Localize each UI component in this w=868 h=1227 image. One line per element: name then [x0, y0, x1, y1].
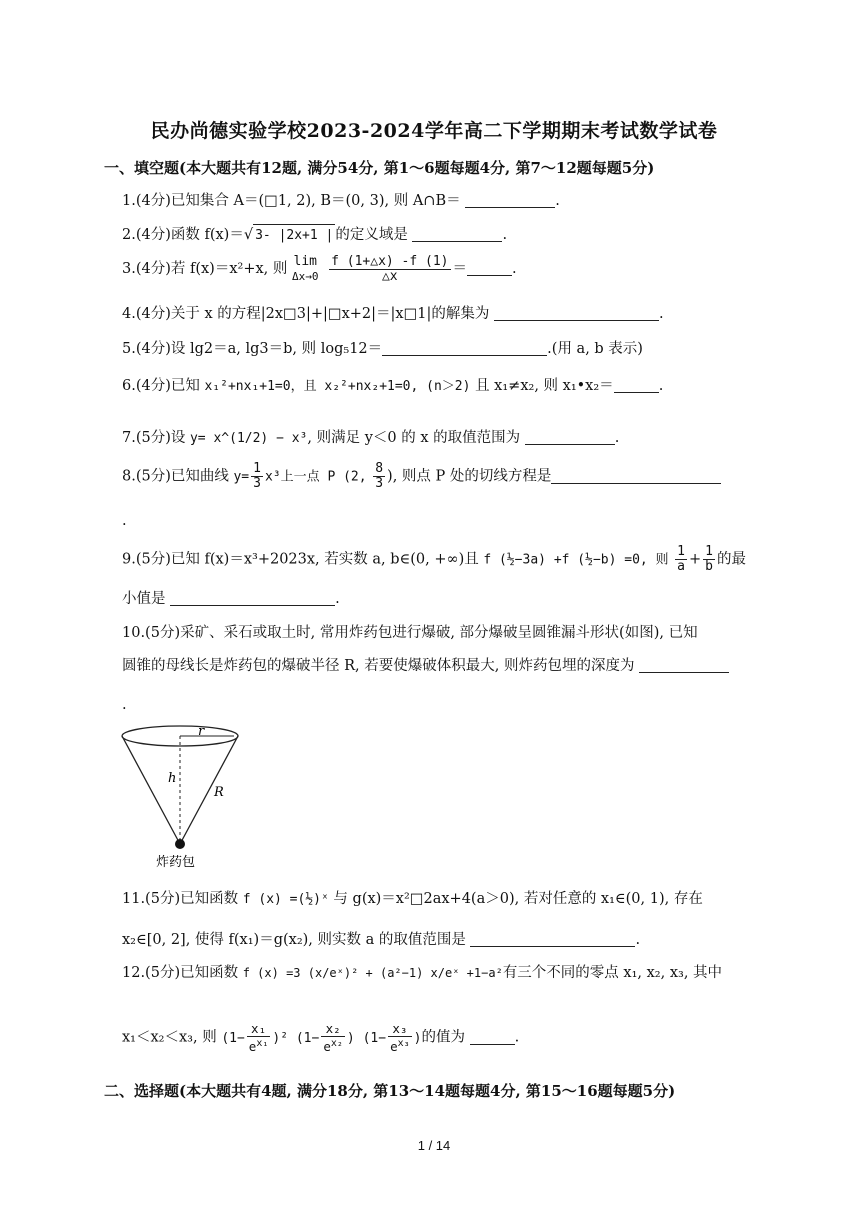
q7-expression: y= x^(1/2) − x³ [189, 431, 308, 446]
q1-text: A＝(□1, 2), B＝(0, 3), 则 A∩B＝ [233, 193, 461, 209]
q6-equations: x₁²+nx₁+1=0，且 x₂²+nx₂+1=0, (n＞2) [204, 379, 471, 394]
question-10-line2: 圆锥的母线长是炸药包的爆破半径 R, 若要使爆破体积最大, 则炸药包埋的深度为 [122, 655, 768, 677]
question-9-line2: 小值是 . [122, 591, 340, 607]
answer-blank[interactable] [382, 339, 547, 356]
answer-blank[interactable] [412, 225, 502, 242]
page-number: 1 / 14 [417, 1138, 451, 1153]
q8-end: . [122, 513, 127, 529]
question-10: 10.(5分)采矿、采石或取土时, 常用炸药包进行爆破, 部分爆破呈圆锥漏斗形状(如图), 已知 [122, 625, 698, 641]
q1-prefix: 1.(4分)已知集合 [122, 193, 229, 209]
answer-blank[interactable] [639, 656, 729, 673]
question-6: 6.(4分)已知 x₁²+nx₁+1=0，且 x₂²+nx₂+1=0, (n＞2) 且 x₁≠x₂, 则 x₁•x₂＝ . [122, 378, 664, 394]
label-r: r [198, 724, 205, 739]
cone-diagram [118, 722, 258, 872]
question-11-line2: x₂∈[0, 2], 使得 f(x₁)＝g(x₂), 则实数 a 的取值范围是 . [122, 932, 641, 948]
question-5: 5.(4分)设 lg2＝a, lg3＝b, 则 log₅12＝ .(用 a, b 表示) [122, 341, 643, 357]
label-h: h [168, 771, 177, 786]
q9-condition: f (½−3a) +f (½−b) =0, 则 [483, 552, 669, 568]
answer-blank[interactable] [614, 376, 659, 393]
label-R: R [214, 785, 224, 800]
question-8: 8.(5分)已知曲线 y= $\frac{1}{3}$ x³上一点 P (2, $\frac{8}{3}$ ), 则点 P 处的切线方程是 [122, 462, 768, 491]
fraction-one-third: $\frac{1}{3}$ [253, 461, 261, 491]
fraction-1-over-a: $\frac{1}{a}$ [677, 544, 685, 574]
q11-function: f (x) =(½)ˣ [242, 892, 329, 907]
q10-end: . [122, 697, 127, 713]
sqrt-expression: 3- |2x+1 | [253, 224, 335, 247]
answer-blank[interactable] [470, 930, 635, 947]
question-12: 12.(5分)已知函数 f (x) =3 (x/eˣ)² + (a²−1) x/eˣ +1−a²有三个不同的零点 x₁, x₂, x₃, 其中 [122, 965, 723, 981]
answer-blank[interactable] [170, 589, 335, 606]
section-heading-multiple-choice: 二、选择题(本大题共有4题, 满分18分, 第13～14题每题4分, 第15～16题每题5分) [104, 1082, 676, 1100]
difference-quotient: $\frac{f (1+\triangle x) -f (1)}{\triangle x}$ [331, 253, 449, 284]
fraction-1-over-b: $\frac{1}{b}$ [705, 544, 713, 574]
question-2: 2.(4分)函数 f(x)＝√ 3- |2x+1 | 的定义域是 . [122, 224, 768, 247]
question-11: 11.(5分)已知函数 f (x) =(½)ˣ 与 g(x)＝x²□2ax+4(a＞0), 若对任意的 x₁∈(0, 1), 存在 [122, 891, 703, 907]
answer-blank[interactable] [467, 259, 512, 276]
figure-caption: 炸药包 [156, 855, 196, 870]
answer-blank[interactable] [494, 304, 659, 321]
question-3: 3.(4分)若 f(x)＝x²+x, 则 lim Δx→0 $\frac{f (1+\triangle x) -f (1)}{\triangle x}$ ＝ . [122, 253, 517, 284]
question-7: 7.(5分)设 y= x^(1/2) − x³, 则满足 y＜0 的 x 的取值范围为 . [122, 430, 620, 446]
answer-blank[interactable] [470, 1028, 515, 1045]
q12-function: f (x) =3 (x/eˣ)² + (a²−1) x/eˣ +1−a² [242, 966, 503, 980]
limit-operator: lim Δx→0 [292, 254, 319, 283]
question-4: 4.(4分)关于 x 的方程|2x□3|+|□x+2|＝|x□1|的解集为 . [122, 306, 664, 322]
q12-product-expression: (1− $\frac{\text{x₁}}{e^{x_1}}$ )² (1− $\frac{\text{x₂}}{e^{x_2}}$ ) (1− $\frac{\text{x₃}}{e^{x_3}}$ ) [221, 1021, 422, 1055]
answer-blank[interactable] [525, 428, 615, 445]
fraction-eight-thirds: $\frac{8}{3}$ [375, 461, 384, 491]
answer-blank[interactable] [465, 191, 555, 208]
question-12-line2: x₁＜x₂＜x₃, 则 (1− $\frac{\text{x₁}}{e^{x_1}}$ )² (1− $\frac{\text{x₂}}{e^{x_2}}$ ) (1− $\frac{\text{x₃}}{e^{x_3}}$ )的值为 . [122, 1021, 520, 1055]
answer-blank[interactable] [551, 467, 721, 484]
question-9: 9.(5分)已知 f(x)＝x³+2023x, 若实数 a, b∈(0, +∞)且 f (½−3a) +f (½−b) =0, 则 $\frac{1}{a}$ + $\frac{1}{b}$ 的最 [122, 544, 746, 574]
question-1: 1.(4分)已知集合 A＝(□1, 2), B＝(0, 3), 则 A∩B＝ . [122, 193, 560, 209]
page-title: 民办尚德实验学校2023-2024学年高二下学期期末考试数学试卷 [150, 120, 718, 142]
section-heading-fill-blank: 一、填空题(本大题共有12题, 满分54分, 第1～6题每题4分, 第7～12题每题5分) [104, 159, 655, 177]
